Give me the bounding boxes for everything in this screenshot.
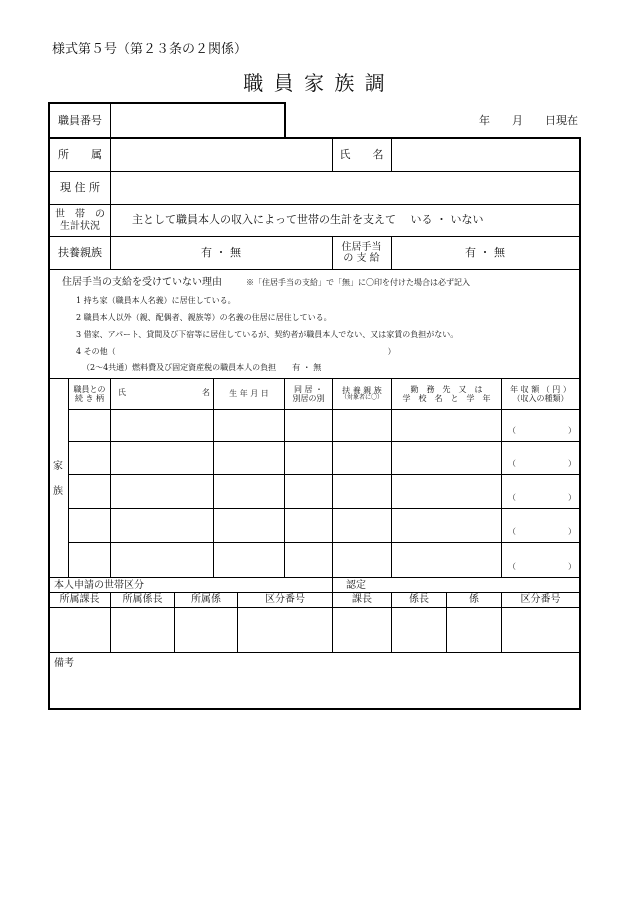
housing-allowance-choice[interactable]: 有 ・ 無	[465, 245, 505, 259]
housing-allowance-label	[334, 237, 389, 269]
approver-header-approved-class-no: 区分番号	[520, 594, 561, 606]
income-paren-close-1: ）	[568, 426, 576, 435]
approver-header-chief: 課長	[352, 594, 372, 606]
col-living-line1: 同 居 ・	[293, 384, 324, 394]
col-income-line1: 年 収 額 （ 円 ）	[510, 384, 571, 394]
approver-header-dept-chief: 所属課長	[59, 594, 100, 606]
staff-number-label: 職員番号	[58, 113, 102, 127]
col-birth-header: 生 年 月 日	[229, 389, 269, 399]
family-side-label-1: 家	[53, 461, 63, 472]
col-dependent-line1: 扶 養 親 族	[342, 385, 382, 395]
dependents-label: 扶養親族	[58, 245, 102, 259]
col-relation-line2: 続 き 柄	[74, 394, 105, 403]
dependents-choice[interactable]: 有 ・ 無	[201, 245, 241, 259]
household-statement[interactable]: 主として職員本人の収入によって世帯の生計を支えて いる ・ いない	[132, 213, 484, 227]
form-number: 様式第５号（第２３条の２関係）	[52, 42, 248, 57]
housing-reason-note: ※「住居手当の支給」で「無」に〇印を付けた場合は必ず記入	[246, 278, 470, 287]
applicant-class-label: 本人申請の世帯区分	[54, 580, 144, 591]
col-workplace-line1: 勤 務 先 又 は	[410, 384, 483, 394]
housing-common-note[interactable]: （2～4共通）燃料費及び固定資産税の職員本人の負担 有 ・ 無	[82, 363, 322, 372]
remarks-field[interactable]	[50, 672, 579, 706]
income-paren-open-2: （	[508, 459, 516, 468]
income-paren-close-3: ）	[568, 493, 576, 502]
name-field[interactable]	[393, 139, 577, 171]
address-field[interactable]	[112, 172, 577, 204]
income-paren-open-4: （	[508, 527, 516, 536]
col-relation-header	[69, 380, 110, 408]
page-title: 職 員 家 族 調	[243, 71, 387, 95]
housing-allowance-label-line1: 住居手当	[341, 241, 382, 253]
housing-reason-item-3[interactable]: 3 借家、アパート、貸間及び下宿等に居住しているが、契約者が職員本人でない、又は家賃の負担がない。	[76, 330, 459, 339]
approver-header-dept-staff: 所属係	[191, 594, 221, 606]
housing-reason-item-4[interactable]: 4 その他（ ）	[76, 347, 396, 356]
family-side-label-2: 族	[53, 486, 63, 497]
staff-number-field[interactable]	[112, 104, 282, 137]
remarks-label: 備考	[54, 658, 74, 669]
dept-field[interactable]	[112, 139, 330, 171]
col-dependent-header	[333, 380, 391, 408]
col-name-left: 氏	[118, 388, 126, 397]
dept-label: 所 属	[58, 147, 102, 161]
income-paren-open-1: （	[508, 426, 516, 435]
approver-header-class-no: 区分番号	[265, 594, 305, 606]
name-label: 氏 名	[339, 147, 384, 161]
col-income-header	[502, 380, 579, 408]
col-income-line2: （収入の種類）	[512, 394, 569, 403]
household-label-line1: 世 帯 の	[55, 209, 105, 220]
income-paren-close-5: ）	[568, 562, 576, 571]
approval-label: 認定	[346, 580, 366, 591]
income-paren-close-4: ）	[568, 527, 576, 536]
income-paren-close-2: ）	[568, 459, 576, 468]
report-date: 年 月 日現在	[479, 113, 578, 127]
col-name-right: 名	[202, 388, 210, 397]
approver-header-dept-subchief: 所属係長	[122, 594, 163, 606]
housing-reason-item-2[interactable]: 2 職員本人以外（親、配偶者、親族等）の名義の住居に居住している。	[76, 313, 332, 322]
address-label: 現 住 所	[60, 180, 100, 194]
col-relation-line1: 職員との	[73, 384, 106, 394]
household-label	[52, 205, 108, 236]
col-living-line2: 別居の別	[292, 394, 325, 403]
col-living-header	[285, 380, 332, 408]
income-paren-open-5: （	[508, 562, 516, 571]
housing-reason-heading: 住居手当の支給を受けていない理由	[62, 277, 222, 288]
approver-header-staff: 係	[469, 594, 479, 606]
housing-reason-item-1[interactable]: 1 持ち家（職員本人名義）に居住している。	[76, 296, 236, 305]
household-label-line2: 生計状況	[60, 220, 100, 232]
housing-allowance-label-line2: の 支 給	[343, 253, 380, 264]
col-dependent-line2: （対象者に〇）	[340, 394, 383, 402]
approver-header-subchief: 係長	[409, 594, 429, 606]
col-workplace-header	[392, 380, 501, 408]
income-paren-open-3: （	[508, 493, 516, 502]
col-workplace-line2: 学 校 名 と 学 年	[402, 394, 491, 403]
